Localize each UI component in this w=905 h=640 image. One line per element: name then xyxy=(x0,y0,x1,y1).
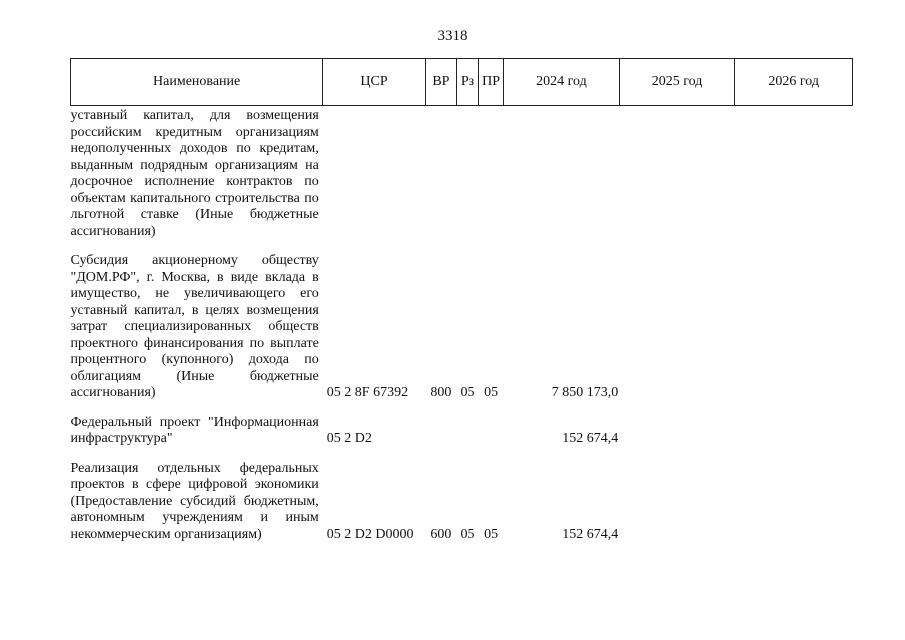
row-2025 xyxy=(619,106,735,241)
row-2025 xyxy=(619,448,735,544)
row-csr: 05 2 8F 67392 xyxy=(326,385,409,400)
row-vr xyxy=(425,106,456,241)
row-csr: 05 2 D2 xyxy=(326,431,372,446)
header-2026: 2026 год xyxy=(735,59,853,106)
table-header-row xyxy=(71,59,853,106)
row-2026 xyxy=(735,448,853,544)
header-2024: 2024 год xyxy=(504,59,620,106)
row-csr xyxy=(323,106,426,241)
row-2024: 152 674,4 xyxy=(562,431,619,446)
row-2025 xyxy=(619,402,735,448)
row-rz xyxy=(456,402,478,448)
row-vr: 600 xyxy=(430,526,452,542)
row-name: Реализация отдельных федеральных проектов в сфере цифровой экономики (Предоставление субсидий бюджетным, автономным учреждениям и иным некоммерческим организациям) xyxy=(70,460,319,542)
row-2024 xyxy=(504,106,620,241)
row-name: Федеральный проект "Информационная инфраструктура" xyxy=(70,414,319,446)
table-row xyxy=(71,240,853,402)
row-2025 xyxy=(619,240,735,402)
row-rz: 05 xyxy=(460,385,475,400)
row-pr xyxy=(479,106,504,241)
page-number: 3318 xyxy=(437,28,468,44)
row-vr: 800 xyxy=(430,385,452,400)
row-pr xyxy=(479,402,504,448)
budget-table xyxy=(70,58,853,543)
table-row xyxy=(71,106,853,241)
header-csr: ЦСР xyxy=(323,59,426,106)
row-2026 xyxy=(735,106,853,241)
row-vr xyxy=(425,402,456,448)
header-vr: ВР xyxy=(425,59,456,106)
header-2025: 2025 год xyxy=(619,59,735,106)
row-name: Субсидия акционерному обществу "ДОМ.РФ", г. Москва, в виде вклада в имущество, не увеличивающего его уставный капитал, в целях возмещения затрат специализированных обществ проектного финансирования по выплате процентного (купонного) дохода по облигациям (Иные бюджетные ассигнования) xyxy=(70,253,319,400)
row-rz xyxy=(456,106,478,241)
row-pr: 05 xyxy=(484,526,499,542)
row-name: уставный капитал, для возмещения российским кредитным организациям недополученных доходов по кредитам, выданным подрядным организациям на досрочное исполнение контрактов по объектам капитального строительства по льготной ставке (Иные бюджетные ассигнования) xyxy=(70,108,319,239)
table-row xyxy=(71,402,853,448)
header-rz: Рз xyxy=(456,59,478,106)
table-row xyxy=(71,448,853,544)
row-2026 xyxy=(735,240,853,402)
row-2026 xyxy=(735,402,853,448)
header-pr: ПР xyxy=(479,59,504,106)
row-2024: 152 674,4 xyxy=(562,526,619,542)
row-rz: 05 xyxy=(460,526,475,542)
row-pr: 05 xyxy=(484,385,499,400)
row-2024: 7 850 173,0 xyxy=(551,385,619,400)
header-name: Наименование xyxy=(71,59,323,106)
row-csr: 05 2 D2 D0000 xyxy=(326,526,414,542)
